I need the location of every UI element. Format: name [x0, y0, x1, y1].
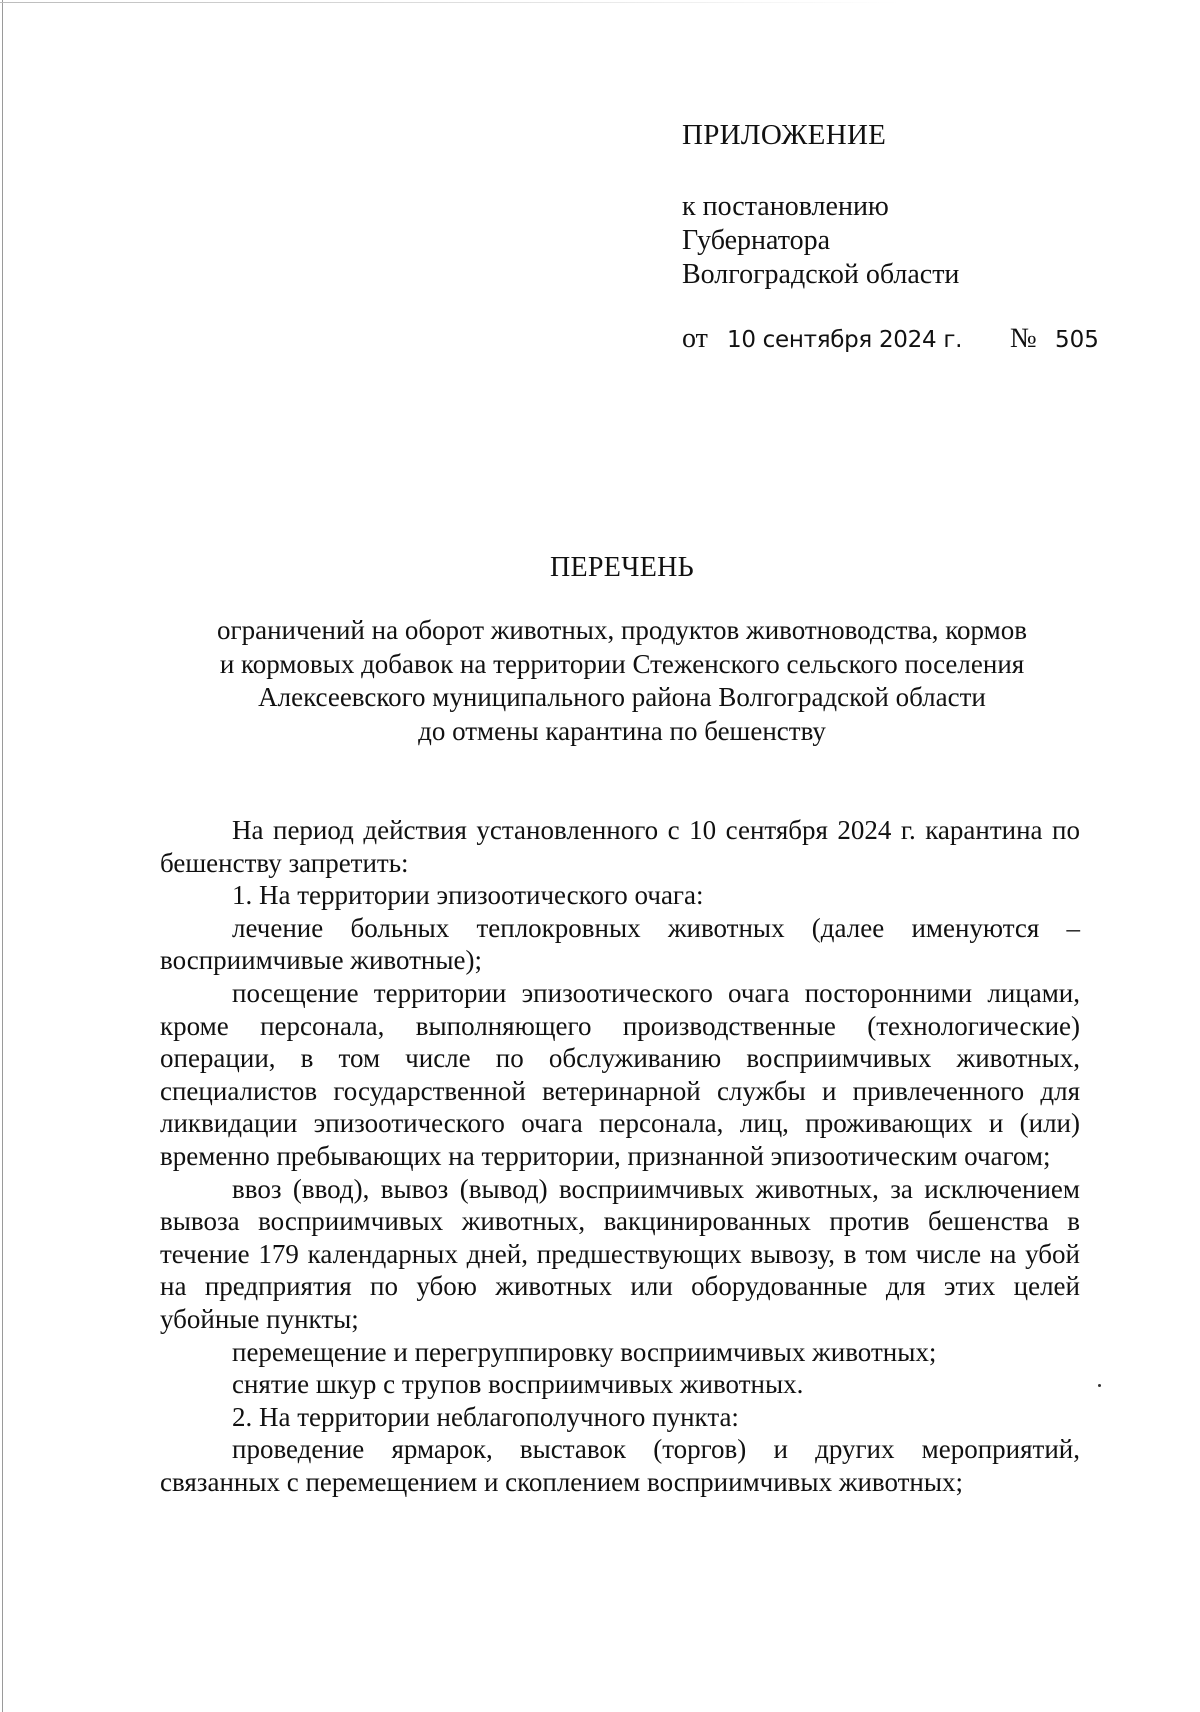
paragraph-item-2-title: 2. На территории неблагополучного пункта:	[232, 1401, 739, 1432]
attachment-to-line-2: Губернатора	[682, 225, 831, 256]
paragraph: перемещение и перегруппировку восприимчивых животных;	[232, 1336, 937, 1367]
paragraph: проведение ярмарок, выставок (торгов) и других мероприятий, связанных с перемещением и скоплением восприимчивых животных;	[160, 1434, 1080, 1497]
paragraph-item-1-title: 1. На территории эпизоотического очага:	[232, 880, 704, 911]
subheading-line: Алексеевского муниципального района Волгоградской области	[258, 682, 986, 712]
scan-edge-top	[0, 2, 900, 3]
document-subheading	[150, 614, 1094, 748]
document-body	[160, 814, 1080, 1498]
paragraph: ввоз (ввод), вывоз (вывод) восприимчивых животных, за исключением вывоза восприимчивых животных, вакцинированных против бешенства в течение 179 календарных дней, предшествующих вывозу, в том числе на убой на предприятия по убою животных или оборудованные для этих целей убойные пункты;	[160, 1173, 1080, 1334]
subheading-line: ограничений на оборот животных, продуктов животноводства, кормов	[217, 615, 1027, 645]
attachment-block	[682, 118, 1142, 358]
document-heading: ПЕРЕЧЕНЬ	[550, 552, 694, 583]
paragraph: лечение больных теплокровных животных (далее именуются – восприимчивые животные);	[160, 912, 1080, 976]
number-value: 505	[1055, 327, 1099, 353]
attachment-title: ПРИЛОЖЕНИЕ	[682, 119, 887, 151]
scan-speck	[1098, 1384, 1101, 1387]
scan-edge-left	[2, 0, 3, 1712]
attachment-to-line-3: Волгоградской области	[682, 259, 960, 290]
subheading-line: и кормовых добавок на территории Стеженского сельского поселения	[219, 648, 1025, 679]
attachment-to-line-1: к постановлению	[682, 191, 889, 222]
paragraph: снятие шкур с трупов восприимчивых животных.	[232, 1369, 804, 1400]
date-value: 10 сентября 2024 г.	[727, 327, 963, 353]
paragraph-intro: На период действия установленного с 10 сентября 2024 г. карантина по бешенству запретить:	[160, 815, 1080, 878]
paragraph: посещение территории эпизоотического очага посторонними лицами, кроме персонала, выполняющего производственные (технологические) операции, в том числе по обслуживанию восприимчивых животных, специалистов государственной ветеринарной службы и привлеченного для ликвидации эпизоотического очага персонала, лиц, проживающих и (или) временно пребывающих на территории, признанной эпизоотическим очагом;	[160, 977, 1080, 1171]
subheading-line: до отмены карантина по бешенству	[418, 715, 826, 746]
attachment-date-row	[682, 322, 1142, 358]
number-sign: №	[1010, 323, 1037, 354]
date-prefix: от	[682, 323, 708, 354]
